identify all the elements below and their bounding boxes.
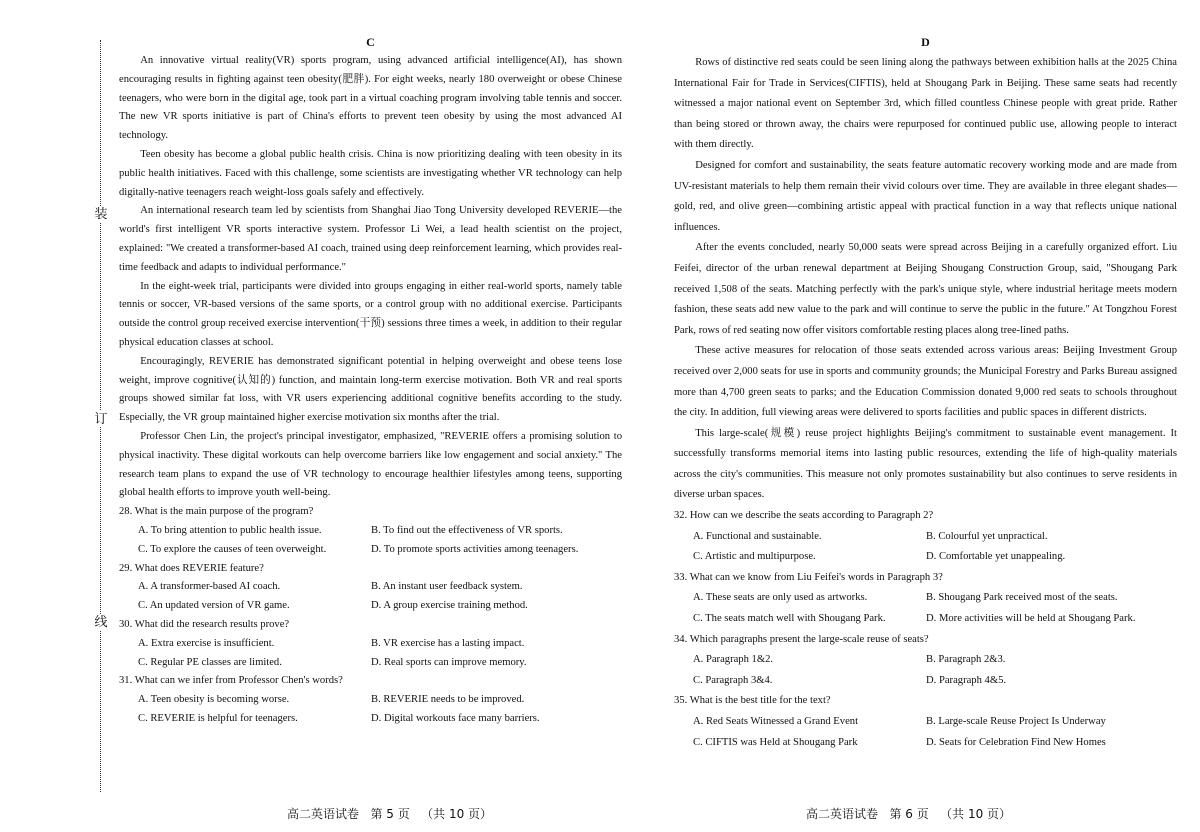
passage-c-column [119, 36, 622, 729]
question-stem: 34. Which paragraphs present the large-scale reuse of seats? [674, 633, 929, 645]
page-footer-right: 高二英语试卷 第 6 页 （共 10 页） [806, 807, 1012, 821]
question-33 [674, 568, 1177, 630]
option-b: B. An instant user feedback system. [371, 581, 523, 593]
paragraph: This large-scale(规模) reuse project highlights Beijing's commitment to sustainable event management. It successfully transforms memorial items into lasting public resources, extending the life of high-quality materials across the city's communities. This measure not only promotes sustainability but also continues to serve residents in diverse urban spaces. [674, 427, 1177, 501]
option-b: B. VR exercise has a lasting impact. [371, 637, 525, 649]
binding-mark-top: 装 [94, 206, 108, 221]
paragraph: After the events concluded, nearly 50,000 seats were spread across Beijing in a carefully organized effort. Liu Feifei, director of the urban renewal department at Beijing Shougang Construction Group, said, "Shougang Park received 1,508 of the seats. Matching perfectly with the park's unique style, where industrial heritage meets modern fashion, these seats add new value to the park and will continue to serve the public in the future." At Tongzhou Forest Park, rows of red seating now offer visitors comfortable resting places along tree-lined paths. [674, 242, 1177, 336]
question-28 [119, 503, 622, 559]
question-34 [674, 630, 1177, 692]
option-b: B. Large-scale Reuse Project Is Underway [926, 716, 1106, 727]
binding-mark-middle: 订 [94, 411, 108, 426]
option-b: B. Colourful yet unpractical. [926, 530, 1048, 542]
paragraph: In the eight-week trial, participants were divided into groups engaging in either real-world sports, namely table tennis or soccer, VR-based versions of the same sports, or a control group with no additional exercise. Participants outside the control group received exercise intervention(干预) sessions three times a week, in addition to their regular physical education classes at school. [119, 280, 622, 348]
option-a: A. Teen obesity is becoming worse. [138, 694, 290, 706]
question-stem: 29. What does REVERIE feature? [119, 562, 264, 574]
option-a: A. To bring attention to public health issue. [138, 524, 322, 536]
option-d: D. Real sports can improve memory. [371, 656, 527, 668]
option-d: D. Seats for Celebration Find New Homes [926, 736, 1106, 748]
option-c: C. Artistic and multipurpose. [693, 551, 816, 563]
page-footer-left: 高二英语试卷 第 5 页 （共 10 页） [287, 807, 493, 821]
paragraph: Encouragingly, REVERIE has demonstrated significant potential in helping overweight and obese teens lose weight, improve cognitive(认知的) function, and maintain long-term exercise motivation. Both VR and real sports groups showed similar fat loss, with VR users experiencing additional cognitive benefits according to the study. Especially, the VR group maintained higher exercise motivation six months after the trial. [119, 355, 622, 424]
option-c: C. The seats match well with Shougang Park. [693, 613, 886, 625]
option-d: D. Comfortable yet unappealing. [926, 551, 1066, 563]
option-c: C. Regular PE classes are limited. [138, 656, 282, 668]
option-b: B. To find out the effectiveness of VR sports. [371, 524, 563, 536]
binding-mark-bottom: 线 [94, 614, 108, 629]
paragraph: An innovative virtual reality(VR) sports program, using advanced artificial intelligence(AI), has shown encouraging results in fighting against teen obesity(肥胖). For eight weeks, nearly 180 overweight or obese Chinese teenagers, who were born in the digital age, took part in a virtual coaching program involving table tennis and soccer. The new VR sports initiative is part of China's efforts to prevent teen obesity by using the most advanced AI technology. [119, 55, 622, 142]
paragraph: Professor Chen Lin, the project's principal investigator, emphasized, "REVERIE offers a promising solution to physical inactivity. These digital workouts can help overcome barriers like low engagement and social anxiety." The research team plans to expand the use of VR technology to encourage healthier lifestyles among teens, supporting global health efforts to improve youth well-being. [119, 430, 622, 499]
question-31 [119, 672, 622, 728]
option-d: D. A group exercise training method. [371, 600, 528, 612]
option-a: A. Extra exercise is insufficient. [138, 637, 275, 649]
paragraph: Designed for comfort and sustainability, the seats feature automatic recovery working mode and are made from UV-resistant materials to help them remain their vivid colours over time. They are available in three elegant shades—gold, red, and olive green—combining artistic appeal with practical function in a way that reflects unique national influences. [674, 159, 1177, 233]
option-d: D. More activities will be held at Shougang Park. [926, 613, 1136, 625]
option-a: A. These seats are only used as artworks. [693, 592, 868, 604]
question-stem: 28. What is the main purpose of the program? [119, 506, 314, 518]
question-stem: 33. What can we know from Liu Feifei's words in Paragraph 3? [674, 571, 943, 583]
question-stem: 35. What is the best title for the text? [674, 695, 831, 707]
option-a: A. Red Seats Witnessed a Grand Event [693, 716, 859, 727]
option-a: A. Functional and sustainable. [693, 530, 822, 542]
question-stem: 30. What did the research results prove? [119, 618, 290, 630]
option-b: B. Paragraph 2&3. [926, 654, 1006, 666]
paragraph: Teen obesity has become a global public health crisis. China is now prioritizing dealing with teen obesity in its public health initiatives. Faced with this challenge, some scientists are investigating whether VR technology can help digitally-native teenagers reach weight-loss goals safely and effectively. [119, 148, 622, 198]
option-d: D. Digital workouts face many barriers. [371, 712, 540, 724]
paragraph: An international research team led by scientists from Shanghai Jiao Tong University developed REVERIE—the world's first intelligent VR sports interactive system. Professor Li Wei, a lead health scientist on the project, explained: "We created a transformer-based AI coach, trained using deep reinforcement learning, which provides real-time feedback and adapts to individual performance." [119, 205, 622, 273]
option-b: B. Shougang Park received most of the seats. [926, 592, 1118, 604]
question-30 [119, 616, 622, 672]
section-title-c: C [366, 35, 375, 49]
section-title-d: D [921, 35, 930, 49]
question-stem: 32. How can we describe the seats according to Paragraph 2? [674, 510, 934, 522]
option-a: A. A transformer-based AI coach. [138, 581, 281, 593]
option-c: C. REVERIE is helpful for teenagers. [138, 712, 298, 724]
question-29 [119, 560, 622, 616]
option-b: B. REVERIE needs to be improved. [371, 694, 525, 706]
option-c: C. An updated version of VR game. [138, 600, 290, 612]
option-c: C. Paragraph 3&4. [693, 674, 773, 686]
passage-d-column [674, 36, 1177, 753]
paragraph: These active measures for relocation of those seats extended across various areas: Beijing Investment Group received over 2,000 seats for use in sports and community grounds; the Municipal Forestry and Parks Bureau assigned more than 4,700 green seats to parks; and the Education Commission donated 9,000 red seats to schools throughout the city. In addition, full viewing areas were delivered to sports facilities and public spaces in different districts. [674, 345, 1177, 419]
question-35 [674, 691, 1177, 753]
option-d: D. Paragraph 4&5. [926, 674, 1007, 686]
paragraph: Rows of distinctive red seats could be seen lining along the pathways between exhibition halls at the 2025 China International Fair for Trade in Services(CIFTIS), held at Shougang Park in Beijing. These same seats had recently witnessed a major national event on September 3rd, which filled countless Chinese people with great pride. Rather than being stored or thrown away, the chairs were repurposed for continued public use, allowing people to interact with them directly. [674, 57, 1177, 151]
option-a: A. Paragraph 1&2. [693, 654, 774, 666]
option-d: D. To promote sports activities among teenagers. [371, 543, 579, 555]
question-stem: 31. What can we infer from Professor Chen's words? [119, 675, 343, 687]
option-c: C. To explore the causes of teen overweight. [138, 543, 327, 555]
option-c: C. CIFTIS was Held at Shougang Park [693, 736, 858, 748]
question-32 [674, 506, 1177, 568]
